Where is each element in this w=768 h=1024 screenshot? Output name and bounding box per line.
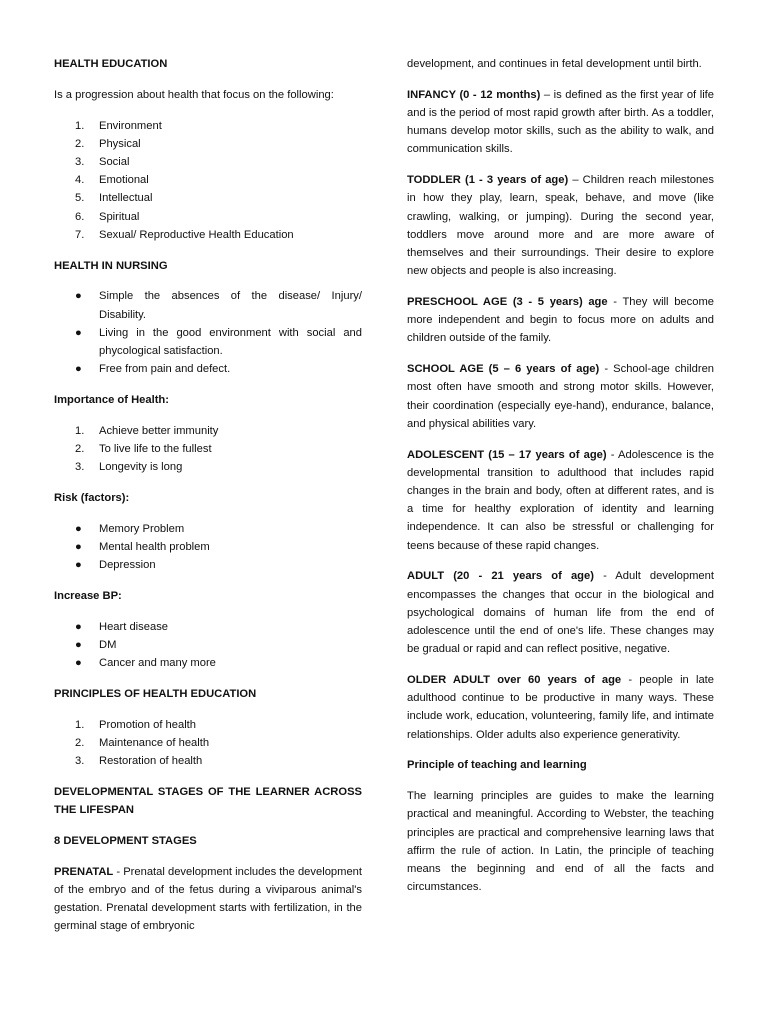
stage-toddler: TODDLER (1 - 3 years of age) – Children reach milestones in how they play, learn, speak, behave, and move (like crawling, walking, or jumping). During the second year, toddlers move around more and are more aware of themselves and their surroundings. Their desire to explore new objects and people is also increasing.: [407, 174, 714, 278]
bullet-icon: ●: [75, 620, 82, 633]
bullet-icon: ●: [75, 363, 82, 376]
list-item: 2. Maintenance of health: [75, 737, 210, 750]
list-item: 1. Promotion of health: [75, 718, 197, 731]
list-item: 1. Achieve better immunity: [75, 424, 219, 437]
heading-teaching-learning: Principle of teaching and learning: [407, 759, 587, 772]
list-item: ● Heart disease: [54, 618, 362, 636]
stage-label: ADOLESCENT (15 – 17 years of age): [407, 448, 607, 461]
list-item: ● Living in the good environment with social and phycological satisfaction.: [54, 324, 362, 360]
stage-school-age: SCHOOL AGE (5 – 6 years of age) - School-age children most often have smooth and strong motor skills. However, their coordination (especially eye-hand), endurance, balance, and physical abilities vary.: [407, 363, 715, 430]
heading-developmental-stages: DEVELOPMENTAL STAGES OF THE LEARNER ACROSS THE LIFESPAN: [54, 786, 362, 817]
list-item: 2. To live life to the fullest: [75, 443, 212, 456]
list-item: 3. Longevity is long: [75, 461, 183, 474]
principles-list: [54, 716, 362, 771]
stage-adult: ADULT (20 - 21 years of age) - Adult development encompasses the changes that occur in the biological and psychological domains of human life from the end of adolescence until the end of one's life. These changes may be gradual or rapid and can reflect positive, negative.: [407, 570, 714, 656]
stage-label: INFANCY (0 - 12 months): [407, 88, 541, 101]
right-column: [407, 55, 714, 909]
list-item: ● DM: [54, 636, 362, 654]
list-item: 3. Restoration of health: [75, 755, 203, 768]
heading-importance: Importance of Health:: [54, 394, 169, 407]
list-item: 3. Social: [75, 156, 130, 168]
bullet-icon: ●: [75, 657, 82, 670]
list-item: ● Mental health problem: [54, 538, 362, 556]
focus-list: [54, 117, 362, 244]
nursing-list: [54, 287, 362, 378]
prenatal-continuation: development, and continues in fetal development until birth.: [407, 58, 702, 70]
heading-principles: PRINCIPLES OF HEALTH EDUCATION: [54, 688, 257, 701]
list-item: ● Cancer and many more: [54, 654, 362, 672]
list-item: 2. Physical: [75, 137, 141, 150]
list-item: ● Free from pain and defect.: [54, 360, 362, 378]
stage-infancy: INFANCY (0 - 12 months) – is defined as the first year of life and is the period of most rapid growth after birth. As a toddler, humans develop motor skills, such as the ability to walk, and communication skills.: [407, 88, 715, 156]
bullet-icon: ●: [75, 559, 82, 572]
teaching-paragraph: The learning principles are guides to make the learning practical and meaningful. According to Webster, the teaching principles are practical and comprehensive learning laws that affirm the rule of action. In Latin, the principle of teaching means the beginning and end of all the facts and circumstances.: [407, 790, 714, 894]
bullet-icon: ●: [75, 639, 82, 652]
stage-label: PRESCHOOL AGE (3 - 5 years) age: [407, 296, 608, 309]
stage-label: SCHOOL AGE (5 – 6 years of age): [407, 363, 600, 376]
list-item: ● Memory Problem: [54, 520, 362, 538]
list-item: 5. Intellectual: [75, 192, 153, 205]
bullet-icon: ●: [75, 290, 82, 303]
list-item: 1. Environment: [75, 119, 162, 132]
stage-label: OLDER ADULT over 60 years of age: [407, 674, 622, 687]
list-item: ● Depression: [54, 556, 362, 574]
heading-8-stages: 8 DEVELOPMENT STAGES: [54, 835, 197, 848]
heading-risk: Risk (factors):: [54, 492, 130, 505]
left-column: [54, 55, 362, 948]
heading-health-in-nursing: HEALTH IN NURSING: [54, 259, 168, 272]
bp-list: [54, 618, 362, 673]
stage-label: TODDLER (1 - 3 years of age): [407, 174, 569, 187]
prenatal-paragraph: PRENATAL - Prenatal development includes the development of the embryo and of the fetus during a viviparous animal's gestation. Prenatal development starts with fertilization, in the germinal stage of embryonic: [54, 865, 363, 933]
list-item: 7. Sexual/ Reproductive Health Education: [75, 228, 294, 241]
bullet-icon: ●: [75, 541, 82, 554]
intro-text: Is a progression about health that focus on the following:: [54, 88, 334, 101]
heading-increase-bp: Increase BP:: [54, 590, 122, 603]
bullet-icon: ●: [75, 326, 82, 339]
list-item: ● Simple the absences of the disease/ Injury/ Disability.: [54, 287, 362, 323]
importance-list: [54, 422, 362, 477]
risk-list: [54, 520, 362, 575]
stage-adolescent: ADOLESCENT (15 – 17 years of age) - Adolescence is the developmental transition to adulthood that includes rapid changes in the brain and body, often at different rates, and is a time for healthy exploration of identity and learning independence. It can also be stressful or challenging for teens because of these rapid changes.: [407, 448, 714, 552]
stage-preschool: PRESCHOOL AGE (3 - 5 years) age - They will become more independent and begin to focus more on adults and children outside of the family.: [407, 296, 714, 345]
stage-label: PRENATAL: [54, 865, 114, 878]
stage-label: ADULT (20 - 21 years of age): [407, 570, 594, 583]
stage-older-adult: OLDER ADULT over 60 years of age - people in late adulthood continue to be productive in many ways. These include work, education, volunteering, family life, and intimate relationships. Older adults also experience generativity.: [407, 674, 715, 741]
heading-health-education: HEALTH EDUCATION: [54, 58, 168, 70]
list-item: 6. Spiritual: [75, 210, 140, 223]
list-item: 4. Emotional: [75, 174, 149, 187]
bullet-icon: ●: [75, 522, 82, 535]
